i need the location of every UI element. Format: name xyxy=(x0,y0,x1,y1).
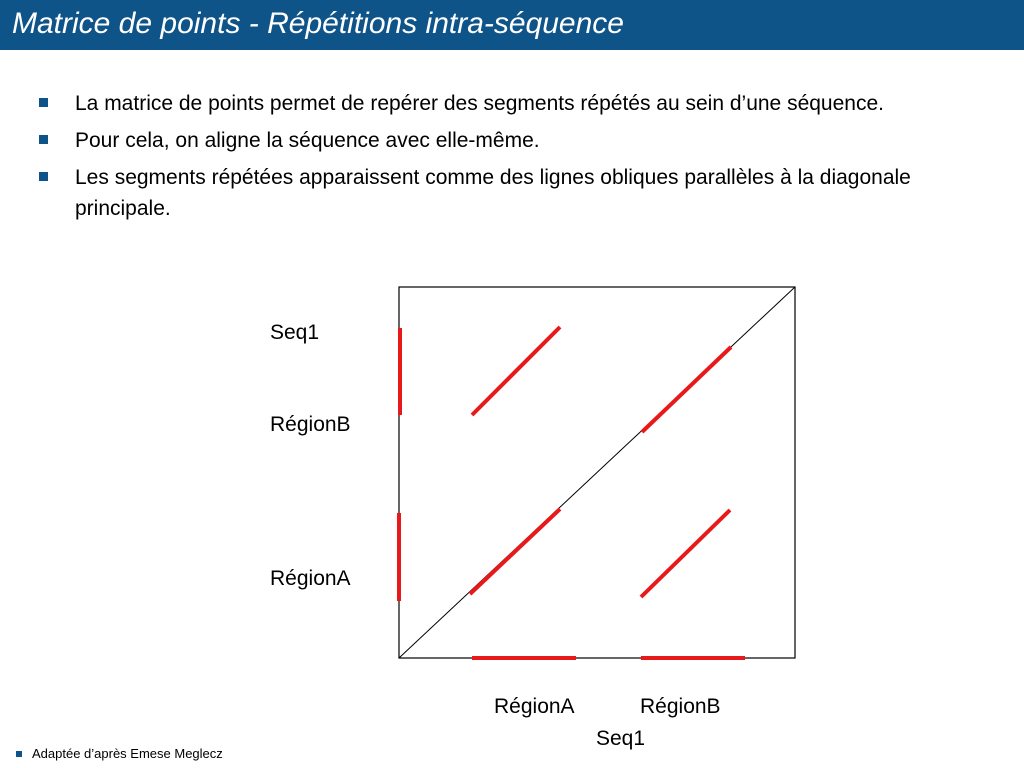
x-axis-region-b-label: RégionB xyxy=(640,695,721,718)
bullet-text: Les segments répétées apparaissent comme des lignes obliques parallèles à la diagonale principale. xyxy=(75,166,911,220)
repeat-segment-a-b xyxy=(472,327,560,415)
footnote xyxy=(16,746,223,762)
main-diagonal xyxy=(399,287,795,658)
footnote-text: Adaptée d’après Emese Meglecz xyxy=(32,746,223,761)
slide-title: Matrice de points - Répétitions intra-séquence xyxy=(12,7,624,40)
bullet-text: La matrice de points permet de repérer des segments répétés au sein d’une séquence. xyxy=(75,92,884,115)
y-axis-sequence-label: Seq1 xyxy=(270,321,320,344)
y-axis-region-a-label: RégionA xyxy=(270,567,351,590)
repeat-segment-b-a xyxy=(641,510,730,597)
x-axis-sequence-label: Seq1 xyxy=(596,727,646,750)
repeat-segment-a-a xyxy=(470,509,560,594)
x-axis-region-a-label: RégionA xyxy=(494,695,575,718)
repeat-segment-b-b xyxy=(642,347,731,432)
square-bullet-icon xyxy=(16,751,22,757)
y-axis-region-b-label: RégionB xyxy=(270,413,351,436)
bullet-text: Pour cela, on aligne la séquence avec elle-même. xyxy=(75,129,540,152)
